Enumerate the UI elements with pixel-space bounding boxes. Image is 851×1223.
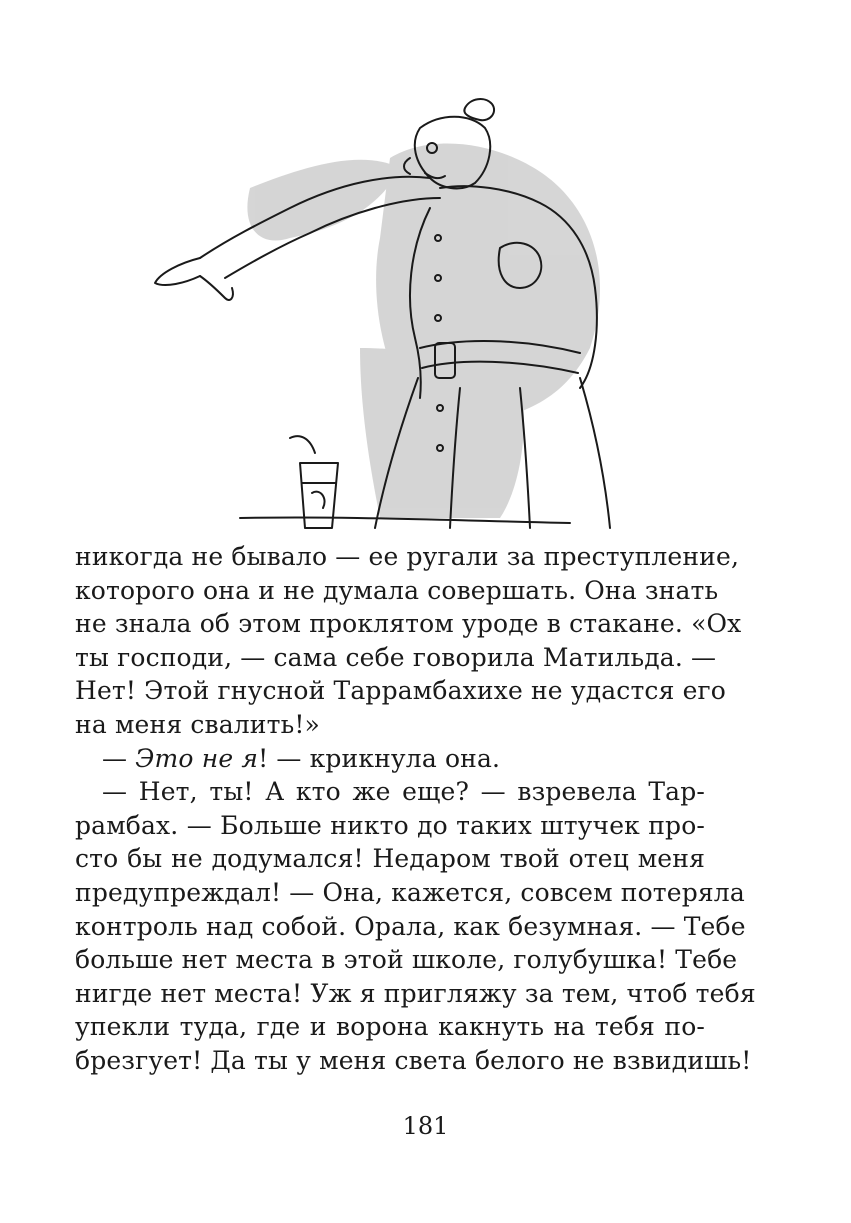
dialogue-line bbox=[75, 742, 705, 776]
text-line: сто бы не додумался! Недаром твой отец меня bbox=[75, 844, 705, 874]
page-number: 181 bbox=[402, 1112, 449, 1140]
text-line: предупреждал! — Она, кажется, совсем потеряла bbox=[75, 877, 745, 907]
text-line: упекли туда, где и ворона какнуть на тебя по- bbox=[75, 1012, 705, 1042]
dialogue-italic: Это не я bbox=[135, 743, 259, 773]
text-line: контроль над собой. Орала, как безумная. — Тебе bbox=[75, 911, 746, 941]
text-line: больше нет места в этой школе, голубушка! Тебе bbox=[75, 945, 738, 975]
woman-pointing-illustration bbox=[140, 88, 660, 533]
dialogue-rest: ! — крикнула она. bbox=[258, 743, 501, 773]
text-line: рамбах. — Больше никто до таких штучек про- bbox=[75, 810, 705, 840]
dialogue-dash: — bbox=[102, 743, 128, 773]
text-line: не знала об этом проклятом уроде в стакане. «Ох bbox=[75, 609, 742, 639]
text-line: ты господи, — сама себе говорила Матильда. — bbox=[75, 642, 717, 672]
text-line: — Нет, ты! А кто же еще? — взревела Тар- bbox=[102, 777, 705, 807]
text-line: брезгует! Да ты у меня света белого не взвидишь! bbox=[75, 1045, 752, 1075]
text-line: никогда не бывало — ее ругали за преступление, bbox=[75, 542, 740, 571]
text-line: которого она и не думала совершать. Она знать bbox=[75, 575, 719, 605]
text-line: нигде нет места! Уж я пригляжу за тем, чтоб тебя bbox=[75, 978, 756, 1008]
body-text bbox=[75, 540, 756, 1078]
text-line: Нет! Этой гнусной Таррамбахихе не удастся его bbox=[75, 676, 726, 706]
text-line: на меня свалить!» bbox=[75, 709, 320, 739]
